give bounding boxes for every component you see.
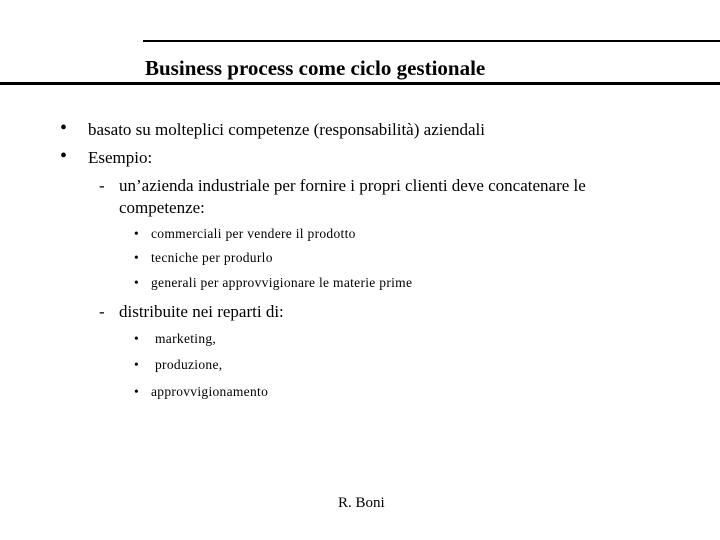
sub-item-produzione: produzione, bbox=[155, 357, 223, 372]
bullet-item-esempio: Esempio: bbox=[88, 148, 153, 167]
title-rule-top bbox=[143, 40, 720, 42]
sub-item-commerciali: commerciali per vendere il prodotto bbox=[151, 226, 356, 241]
sub-item-marketing: marketing, bbox=[155, 331, 217, 346]
dash-item-azienda-line2: competenze: bbox=[119, 198, 205, 217]
sub-bullet-marker: • bbox=[134, 384, 140, 399]
footer-author: R. Boni bbox=[338, 495, 385, 511]
bullet-item-competenze: basato su molteplici competenze (responsabilità) aziendali bbox=[88, 120, 485, 139]
title-rule-bottom bbox=[0, 82, 720, 85]
bullet-marker: • bbox=[60, 145, 68, 167]
sub-bullet-marker: • bbox=[134, 250, 140, 265]
dash-marker: - bbox=[99, 176, 105, 195]
dash-marker: - bbox=[99, 302, 105, 321]
slide-title: Business process come ciclo gestionale bbox=[145, 56, 486, 80]
sub-item-approvvigionamento: approvvigionamento bbox=[151, 384, 269, 399]
sub-bullet-marker: • bbox=[134, 331, 140, 346]
dash-item-azienda-line1: un’azienda industriale per fornire i propri clienti deve concatenare le bbox=[119, 176, 586, 195]
dash-item-reparti: distribuite nei reparti di: bbox=[119, 302, 284, 321]
sub-bullet-marker: • bbox=[134, 275, 140, 290]
sub-item-tecniche: tecniche per produrlo bbox=[151, 250, 273, 265]
sub-bullet-marker: • bbox=[134, 357, 140, 372]
bullet-marker: • bbox=[60, 117, 68, 139]
sub-bullet-marker: • bbox=[134, 226, 140, 241]
sub-item-generali: generali per approvvigionare le materie prime bbox=[151, 275, 413, 290]
